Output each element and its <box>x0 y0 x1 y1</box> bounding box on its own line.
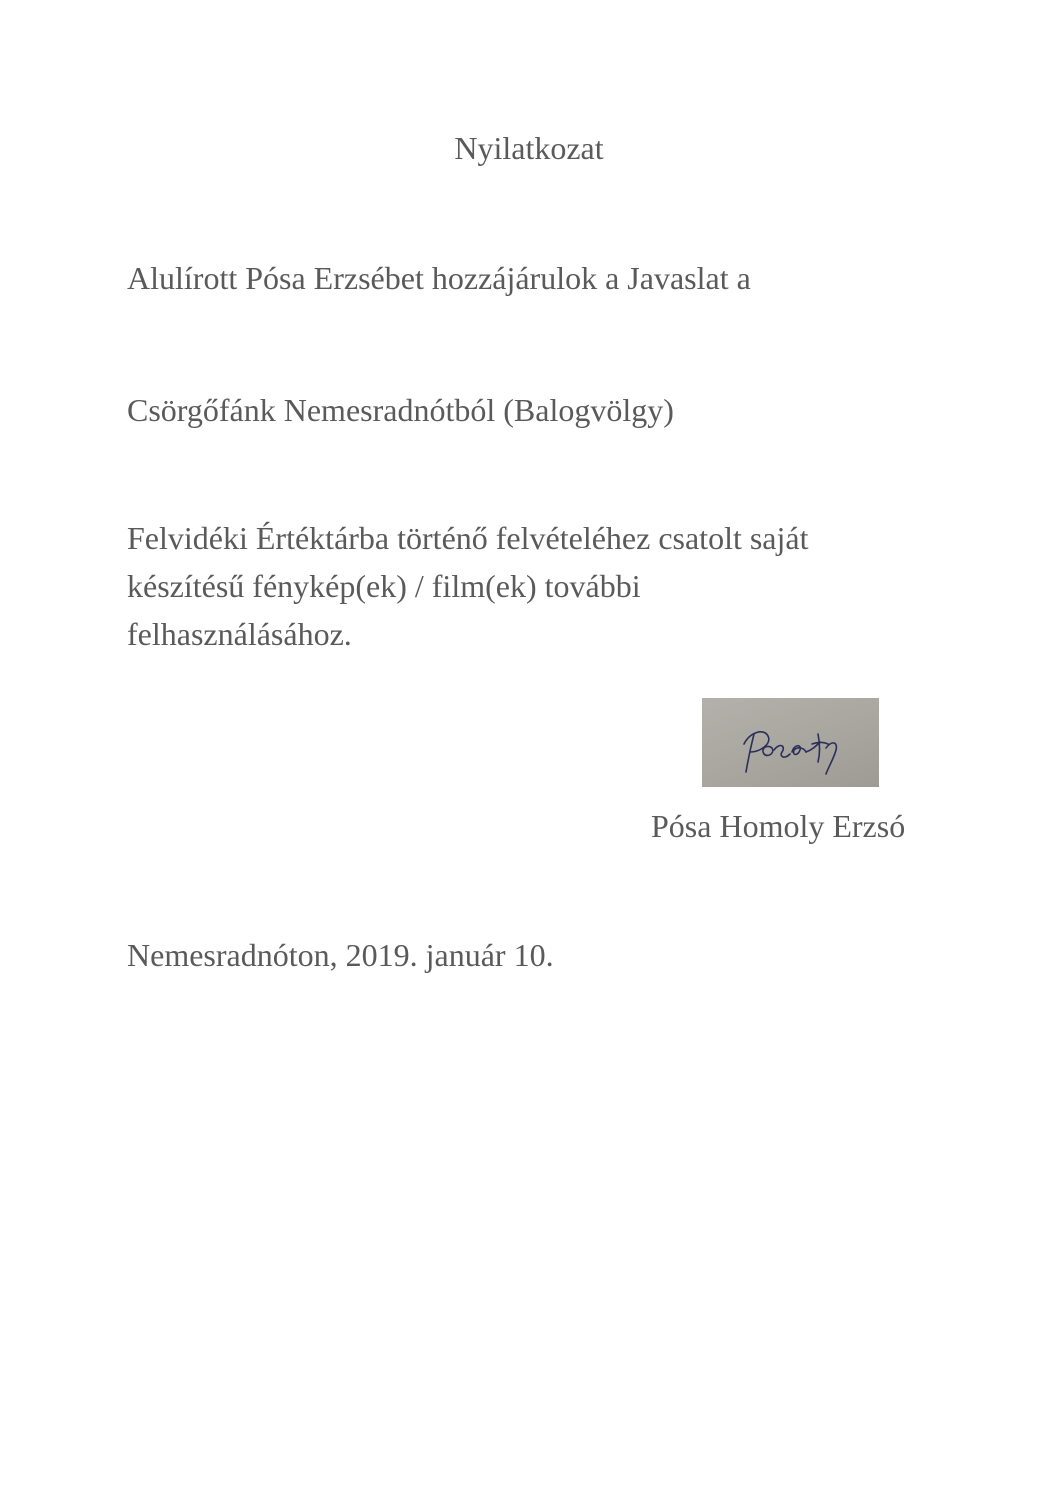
consent-paragraph: Alulírott Pósa Erzsébet hozzájárulok a Javaslat a <box>127 260 751 296</box>
document-title: Nyilatkozat <box>454 130 604 166</box>
usage-paragraph <box>127 514 927 658</box>
proposal-subject: Csörgőfánk Nemesradnótból (Balogvölgy) <box>127 392 674 428</box>
signer-name: Pósa Homoly Erzsó <box>651 808 906 844</box>
usage-line: felhasználásához. <box>127 616 352 652</box>
place-and-date: Nemesradnóton, 2019. január 10. <box>127 937 554 973</box>
handwritten-signature <box>702 698 879 787</box>
usage-line: Felvidéki Értéktárba történő felvételéhez csatolt saját <box>127 520 809 556</box>
signature-scribble <box>702 698 879 787</box>
usage-line: készítésű fénykép(ek) / film(ek) további <box>127 568 641 604</box>
